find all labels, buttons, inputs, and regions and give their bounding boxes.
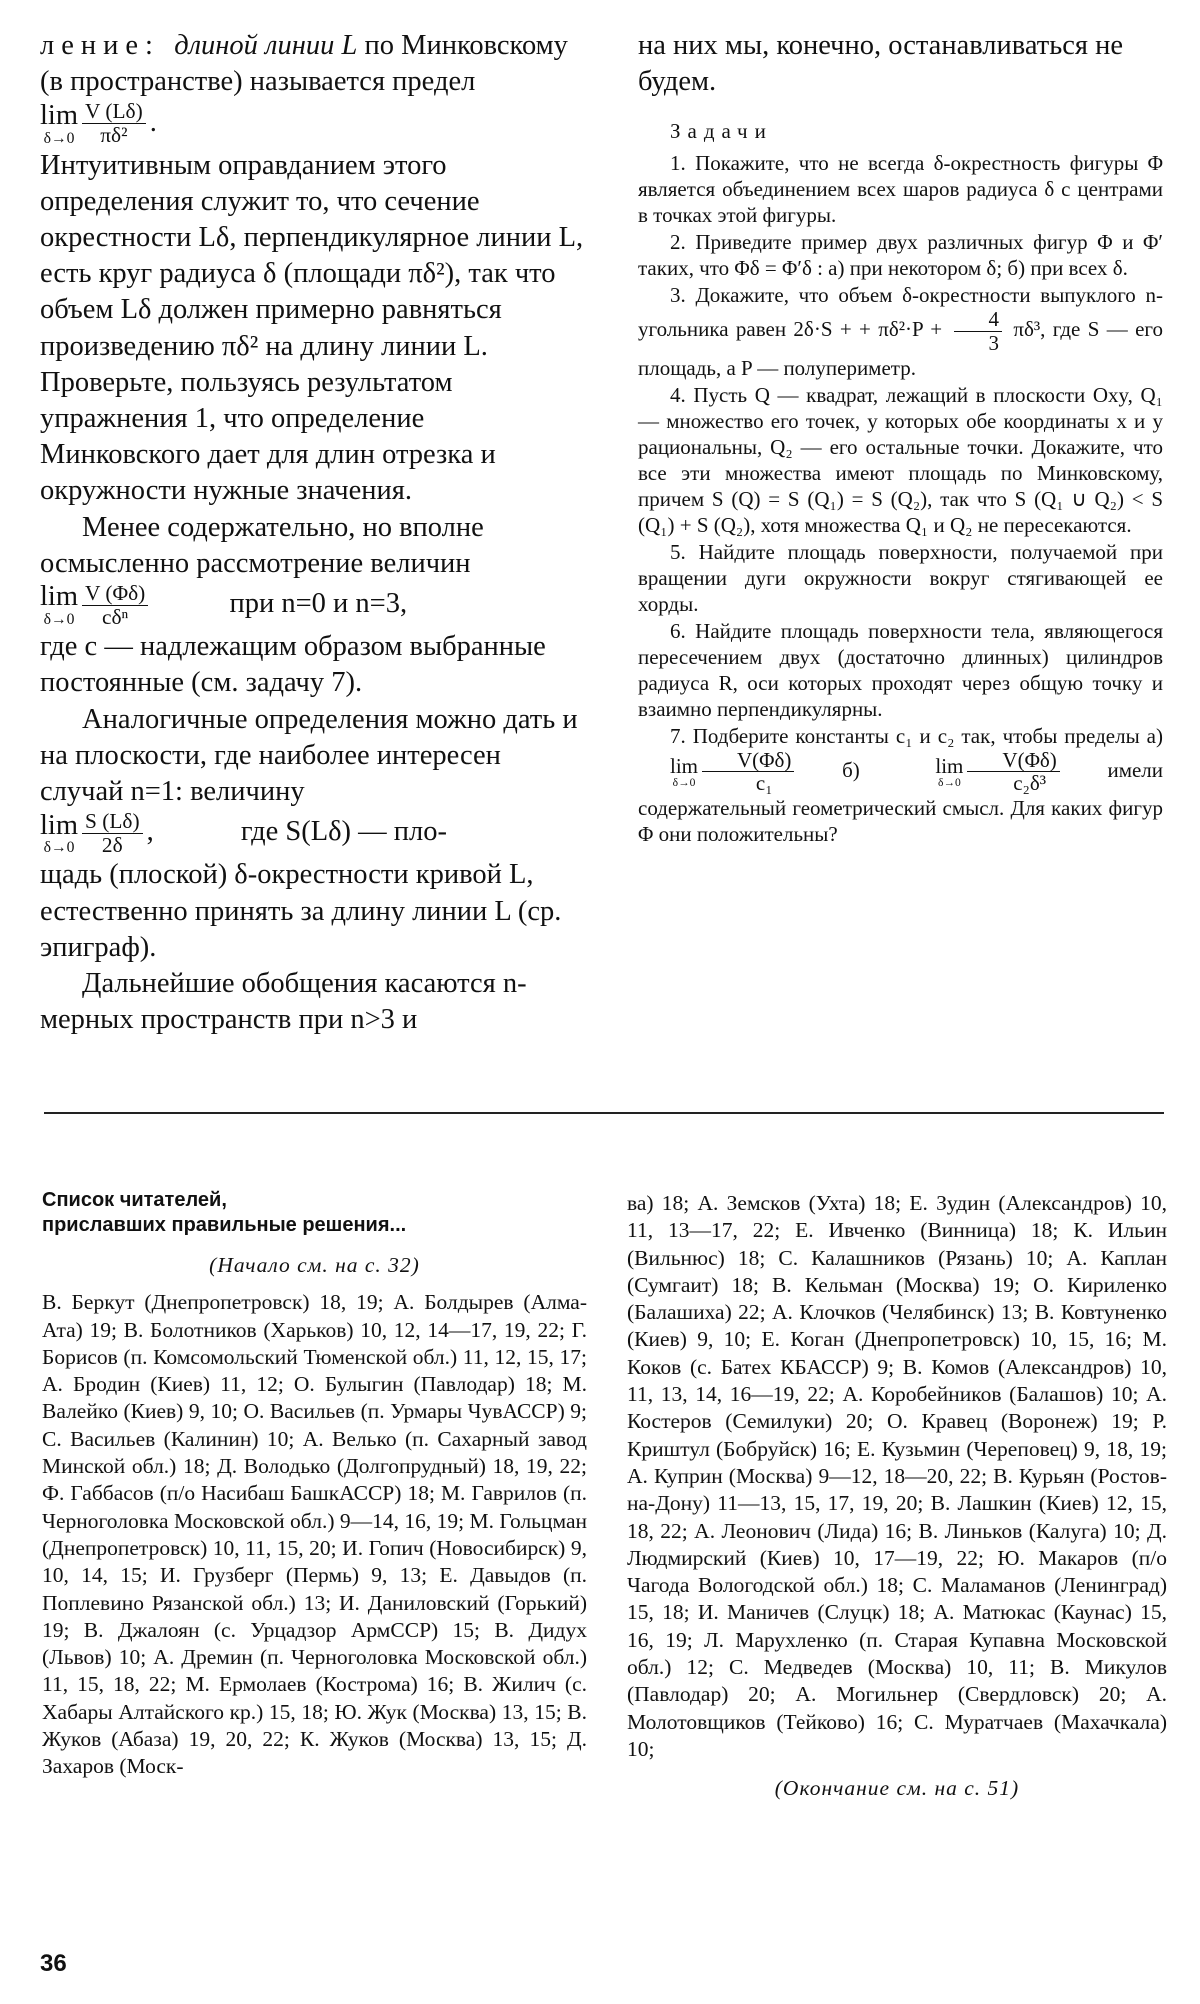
punctuation: .: [149, 106, 157, 138]
formula-limit-b: [903, 747, 1107, 796]
formula-limit-area: [40, 809, 161, 858]
lim-symbol: lim: [935, 753, 964, 778]
paragraph-minkowski-definition: [40, 28, 585, 148]
article-left-column: [40, 28, 585, 1038]
text-fragment: по Минковскому (в пространстве) называется предел: [40, 30, 568, 98]
readers-list-right-column: [627, 1190, 1167, 1824]
paragraph-generalizations: Дальнейшие обобщения касаются n-мерных пространств при n>3 и: [40, 967, 527, 1036]
lim-symbol: lim: [670, 753, 699, 778]
text-fragment: имели содержательный геометрический смысл. Для каких фигур Φ они положительны?: [638, 757, 1164, 847]
fraction-numerator: V (Φδ): [82, 582, 148, 606]
readers-list-left-column: [42, 1188, 587, 1781]
text-fragment: 7. Подберите константы c₁ и c₂ так, чтобы пределы а): [670, 723, 1163, 748]
article-right-column: [638, 28, 1163, 848]
lim-subscript: δ→0: [672, 776, 696, 789]
lim-symbol: lim: [40, 809, 79, 841]
readers-list-heading: [42, 1188, 587, 1238]
formula-condition: где S(Lδ) — пло-: [240, 816, 448, 848]
fraction-numerator: V(Φδ): [967, 749, 1059, 773]
fraction-denominator: cδⁿ: [102, 605, 129, 630]
punctuation: ,: [146, 816, 154, 848]
fraction-denominator: c₂δ³: [1013, 771, 1047, 796]
task-1: 1. Покажите, что не всегда δ-окрестность фигуры Φ является объединением всех шаров радиуса δ с центрами в точках этой фигуры.: [638, 151, 1163, 228]
tasks-heading: Задачи: [670, 119, 773, 144]
lim-subscript: δ→0: [938, 776, 961, 789]
fraction-numerator: S (Lδ): [82, 810, 143, 834]
task-5: 5. Найдите площадь поверхности, получаемой при вращении дуги окружности вокруг стягивающей ее хорды.: [638, 539, 1163, 616]
formula-line-volume: [40, 582, 585, 629]
formula-limit-length: [40, 99, 157, 148]
fraction-numerator: 4: [954, 308, 1003, 332]
fraction-numerator: V(Φδ): [702, 749, 794, 773]
text-fragment: 3. Докажите, что объем δ-окрестности выпуклого n-угольника равен 2δ·S + + πδ²·P +: [638, 283, 1163, 342]
lim-symbol: lim: [40, 99, 79, 131]
readers-list-text: В. Беркут (Днепропетровск) 18, 19; А. Болдырев (Алма-Ата) 19; В. Болотников (Харьков) 10, 12, 14—17, 19, 22; Г. Борисов (п. Комсомольский Тюменской обл.) 11, 12, 15, 17; А. Бродин (Киев) 11, 12; О. Булыгин (Павлодар) 18; М. Валейко (Киев) 9, 10; О. Васильев (п. Урмары ЧувАССР) 9; С. Васильев (Калинин) 10; А. Велько (п. Сахарный завод Минской обл.) 18; Д. Володько (Долгопрудный) 18, 19, 22; Ф. Габбасов (п/о Насибаш БашкАССР) 18; М. Гаврилов (п. Черноголовка Московской обл.) 9—14, 16, 19; М. Гольцман (Днепропетровск) 10, 11, 15, 20; И. Гопич (Новосибирск) 9, 10, 14, 15; И. Грузберг (Пермь) 9, 13; Е. Давыдов (п. Поплевино Рязанской обл.) 13; И. Даниловский (Горький) 19; В. Джалоян (с. Урцадзор АрмССР) 15; В. Дидух (Львов) 10; А. Дремин (п. Черноголовка Московской обл.) 11, 15, 18, 22; М. Ермолаев (Кострома) 16; В. Жилич (с. Хабары Алтайского кр.) 15, 18; Ю. Жук (Москва) 13, 15; В. Жуков (Абаза) 19, 20, 22; К. Жуков (Москва) 13, 15; Д. Захаров (Моск-: [42, 1290, 587, 1779]
paragraph-plane-analog: Аналогичные определения можно дать и на плоскости, где наиболее интересен случай n=1: величину: [40, 703, 578, 807]
start-note: (Начало см. на с. 32): [209, 1253, 420, 1277]
fraction-denominator: 2δ: [101, 833, 123, 858]
emphasis-term: длиной линии L: [174, 30, 358, 61]
fraction-denominator: πδ²: [100, 123, 128, 148]
fraction-denominator: 3: [988, 331, 1000, 356]
text-fragment: Менее содержательно, но вполне осмысленно рассмотрение величин: [40, 511, 484, 579]
fraction-four-thirds: [954, 308, 1003, 354]
page-number: 36: [40, 1950, 67, 1977]
task-3: [638, 282, 1163, 380]
end-note: (Окончание см. на с. 51): [774, 1776, 1020, 1801]
formula-line-area: [40, 810, 585, 857]
task-6: 6. Найдите площадь поверхности тела, являющегося пересечением двух (достаточно длинных) цилиндров радиуса R, оси которых проходят через общую точку и взаимно перпендикулярны.: [638, 618, 1163, 721]
readers-list-text: ва) 18; А. Земсков (Ухта) 18; Е. Зудин (Александров) 10, 11, 13—17, 22; Е. Ивченко (Винница) 18; К. Ильин (Вильнюс) 18; С. Калашников (Рязань) 10; А. Каплан (Сумгаит) 18; В. Кельман (Москва) 19; О. Кириленко (Балашиха) 22; А. Клочков (Челябинск) 13; В. Ковтуненко (Киев) 9, 10; Е. Коган (Днепропетровск) 10, 15, 16; М. Коков (с. Батех КБАССР) 9; В. Комов (Александров) 10, 11, 13, 14, 16—19, 22; А. Коробейников (Балашов) 10; А. Костеров (Семилуки) 20; О. Кравец (Воронеж) 19; Р. Криштул (Бобруйск) 16; Е. Кузьмин (Череповец) 9, 18, 19; А. Куприн (Москва) 9—12, 18—20, 22; В. Курьян (Ростов-на-Дону) 11—13, 15, 17, 19, 20; В. Лашкин (Киев) 12, 15, 18, 22; А. Леонович (Лида) 16; В. Линьков (Калуга) 10; Д. Людмирский (Киев) 10, 17—19, 22; Ю. Макаров (п/о Чагода Вологодской обл.) 18; С. Маламанов (Ленинград) 15, 18; И. Маничев (Слуцк) 18; А. Матюкас (Каунас) 15, 16, 19; Л. Марухленко (п. Старая Купавна Московской обл.) 12; С. Медведев (Москва) 10, 11; В. Микулов (Павлодар) 20; А. Могильнер (Свердловск) 20; А. Молотовщиков (Тейково) 16; С. Муратчаев (Махачкала) 10;: [627, 1191, 1167, 1761]
paragraph-less-meaningful: [40, 510, 585, 582]
fraction-denominator: c₁: [755, 771, 773, 796]
formula-limit-volume: [40, 581, 159, 630]
paragraph-intuition: Интуитивным оправданием этого определения служит то, что сечение окрестности Lδ, перпендикулярное линии L, есть круг радиуса δ (площади πδ²), так что объем Lδ должен примерно равняться произведению πδ² на длину линии L. Проверьте, пользуясь результатом упражнения 1, что определение Минковского дает для длин отрезка и окружности нужные значения.: [40, 149, 584, 507]
lim-symbol: lim: [40, 581, 79, 613]
lim-subscript: δ→0: [43, 129, 75, 147]
text-fragment: б): [842, 757, 860, 782]
task-4: 4. Пусть Q — квадрат, лежащий в плоскости Oxy, Q₁ — множество его точек, у которых обе координаты x и y рациональны, Q₂ — его остальные точки. Докажите, что все эти множества имеют площадь по Минковскому, причем S (Q) = S (Q₁) = S (Q₂), так что S (Q₁ ∪ Q₂) < S (Q₁) + S (Q₂), хотя множества Q₁ и Q₂ не пересекаются.: [638, 382, 1163, 537]
formula-condition: при n=0 и n=3,: [229, 588, 408, 620]
text-fragment: ление:: [40, 30, 160, 61]
fraction-numerator: V (Lδ): [82, 100, 146, 124]
paragraph-constants: где c — надлежащим образом выбранные постоянные (см. задачу 7).: [40, 631, 546, 699]
heading-line: Список читателей,: [42, 1189, 227, 1211]
section-divider: [44, 1112, 1164, 1114]
paragraph-continuation: на них мы, конечно, останавливаться не будем.: [638, 30, 1124, 98]
text-fragment: πδ³, где S — его площадь, а P — полупериметр.: [638, 317, 1164, 380]
lim-subscript: δ→0: [43, 611, 75, 629]
heading-line: приславших правильные решения...: [42, 1214, 407, 1236]
task-7: [638, 723, 1163, 847]
lim-subscript: δ→0: [43, 839, 75, 857]
formula-limit-a: [638, 747, 842, 796]
paragraph-curve-length: щадь (плоской) δ-окрестности кривой L, естественно принять за длину линии L (ср. эпиграф).: [40, 859, 562, 963]
task-2: 2. Приведите пример двух различных фигур Φ и Φ′ таких, что Φδ = Φ′δ : а) при некотором δ; б) при всех δ.: [638, 230, 1163, 281]
